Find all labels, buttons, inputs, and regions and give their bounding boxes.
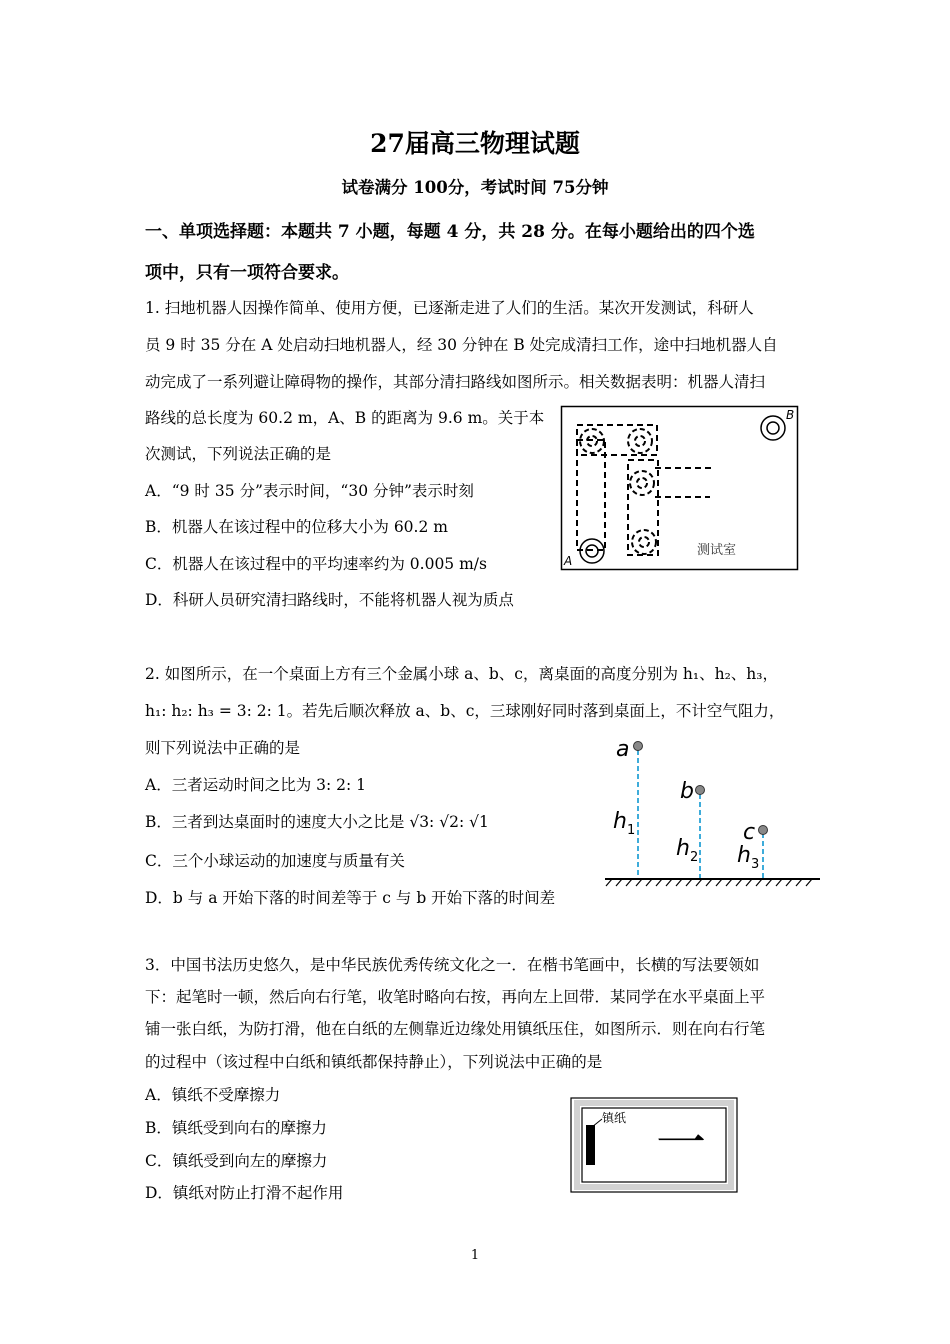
h1-subscript: 1 <box>627 823 636 838</box>
page-title: 27届高三物理试题 <box>370 129 580 158</box>
q1-text-line: 动完成了一系列避让障碍物的操作，其部分清扫路线如图所示。相关数据表明：机器人清扫 <box>145 373 766 391</box>
exam-info: 试卷满分 100分，考试时间 75分钟 <box>341 178 609 197</box>
q1-text-line: 路线的总长度为 60.2 m，A、B 的距离为 9.6 m。关于本 <box>145 409 545 427</box>
q2-text-line: 则下列说法中正确的是 <box>145 739 301 757</box>
q1-text-line: 1. 扫地机器人因操作简单、使用方便，已逐渐走进了人们的生活。某次开发测试，科研人 <box>145 299 754 317</box>
q3-text-line: 铺一张白纸，为防打滑，他在白纸的左侧靠近边缘处用镇纸压住，如图所示．则在向右行笔 <box>145 1020 766 1038</box>
brush-stroke-char: 一 <box>656 1114 706 1172</box>
h2-subscript: 2 <box>690 850 699 865</box>
q2-text-line: 2. 如图所示，在一个桌面上方有三个金属小球 a、b、c，离桌面的高度分别为 h₁、h₂、h₃， <box>145 665 779 683</box>
q1-option-d: D．科研人员研究清扫路线时，不能将机器人视为质点 <box>145 591 514 609</box>
q2-option-c: C．三个小球运动的加速度与质量有关 <box>145 852 405 870</box>
q1-option-a: A．“9 时 35 分”表示时间，“30 分钟”表示时刻 <box>145 482 474 500</box>
ball-a-label: a <box>616 737 630 762</box>
h3-label: h <box>737 843 751 868</box>
q3-option-b: B．镇纸受到向右的摩擦力 <box>145 1119 327 1137</box>
point-b-label: B <box>786 408 795 422</box>
q2-option-a: A．三者运动时间之比为 3: 2: 1 <box>145 776 367 794</box>
q1-option-b: B．机器人在该过程中的位移大小为 60.2 m <box>145 518 448 536</box>
q3-option-a: A．镇纸不受摩擦力 <box>145 1086 281 1104</box>
q2-option-d: D．b 与 a 开始下落的时间差等于 c 与 b 开始下落的时间差 <box>145 889 556 907</box>
q1-option-c: C．机器人在该过程中的平均速率约为 0.005 m/s <box>145 555 487 573</box>
point-a-label: A <box>564 554 573 568</box>
h2-label: h <box>676 836 690 861</box>
q3-text-line: 下：起笔时一顿，然后向右行笔，收笔时略向右按，再向左上回带．某同学在水平桌面上平 <box>145 988 766 1006</box>
q3-option-c: C．镇纸受到向左的摩擦力 <box>145 1152 328 1170</box>
ball-c-label: c <box>743 820 756 845</box>
room-label: 测试室 <box>697 543 737 558</box>
q1-cleaning-route-figure <box>560 405 800 573</box>
q3-paperweight-figure <box>570 1097 740 1195</box>
section-heading-line1: 一、单项选择题：本题共 7 小题，每题 4 分，共 28 分。在每小题给出的四个选 <box>145 222 755 242</box>
q3-text-line: 的过程中（该过程中白纸和镇纸都保持静止），下列说法中正确的是 <box>145 1053 603 1071</box>
q2-option-b: B．三者到达桌面时的速度大小之比是 √3: √2: √1 <box>145 813 489 831</box>
q3-text-line: 3．中国书法历史悠久，是中华民族优秀传统文化之一．在楷书笔画中，长横的写法要领如 <box>145 956 760 974</box>
q1-text-line: 员 9 时 35 分在 A 处启动扫地机器人，经 30 分钟在 B 处完成清扫工作，途中扫地机器人自 <box>145 336 778 354</box>
q2-falling-balls-figure <box>600 730 825 890</box>
paperweight-shape <box>586 1125 595 1165</box>
q1-text-line: 次测试，下列说法正确的是 <box>145 445 332 463</box>
section-heading-line2: 项中，只有一项符合要求。 <box>145 263 349 283</box>
h3-subscript: 3 <box>751 857 760 872</box>
ball-b-label: b <box>680 779 694 804</box>
h1-label: h <box>613 809 627 834</box>
paperweight-label: 镇纸 <box>602 1111 627 1125</box>
page-number: 1 <box>470 1248 480 1263</box>
q3-option-d: D．镇纸对防止打滑不起作用 <box>145 1184 344 1202</box>
q2-text-line: h₁: h₂: h₃ = 3: 2: 1。若先后顺次释放 a、b、c，三球刚好同时落到桌面上，不计空气阻力， <box>145 702 785 720</box>
